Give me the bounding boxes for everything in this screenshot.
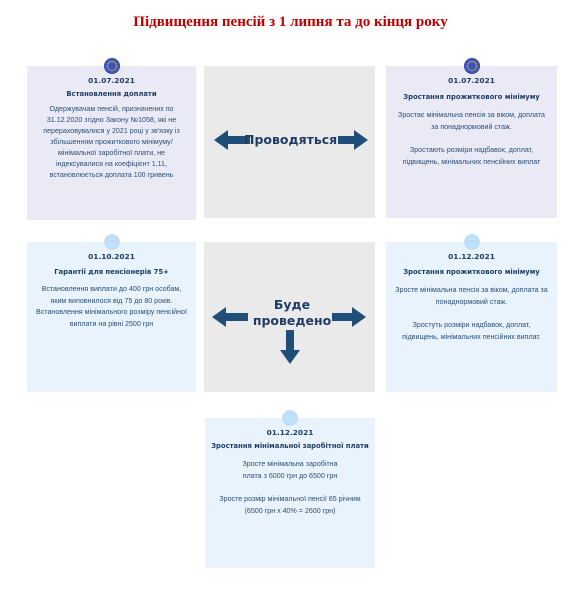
card-text-2: Зростають розміри надбавок, доплат, підвищень, мінімальних пенсійних виплат [402, 146, 541, 166]
status-label-line-1: Буде [273, 297, 311, 312]
status-panel-ongoing [204, 66, 375, 218]
card-heading: Зростання мінімальної заробітної плати [211, 442, 369, 450]
page-title: Підвищення пенсій з 1 липня та до кінця року [133, 14, 448, 30]
card-text-1: Зросте мінімальна пенсія за віком, доплата за понаднормовий стаж. [395, 286, 548, 306]
card-heading: Зростання прожиткового мінімуму [403, 268, 540, 276]
arrow-down-icon [280, 330, 300, 364]
card-date: 01.12.2021 [266, 428, 314, 437]
card-heading: Гарантії для пенсіонерів 75+ [54, 268, 169, 276]
card-text: Встановлення виплати до 400 грн особам, яким виповнилося від 75 до 80 років. Встановлення мінімального розміру пенсійної виплати на рівні 2500 грн [36, 285, 187, 328]
status-label-planned [252, 297, 332, 329]
card-text-1: Зростає мінімальна пенсія за віком, доплата за понаднормовий стаж. [398, 111, 545, 131]
status-label-ongoing: Проводяться [244, 132, 338, 147]
card-heading: Зростання прожиткового мінімуму [403, 93, 540, 101]
status-panel-planned [204, 242, 375, 392]
card-text-2: Зростуть розміри надбавок, доплат, підвищень, мінімальних пенсійних виплат. [402, 321, 541, 341]
card-heading: Встановлення доплати [66, 90, 157, 98]
dot-icon [464, 234, 480, 250]
card-date: 01.10.2021 [88, 252, 135, 261]
card-date: 01.07.2021 [448, 76, 495, 85]
eu-stars-icon [104, 58, 120, 74]
status-label-line-2: проведено [252, 313, 332, 328]
card-date: 01.07.2021 [88, 76, 135, 85]
arrow-left-icon [212, 307, 248, 327]
card-subsistence-07-2021 [386, 66, 557, 218]
dot-icon [282, 410, 298, 426]
dot-icon [104, 234, 120, 250]
card-date: 01.12.2021 [448, 252, 495, 261]
card-text-2: Зросте розмір мінімальної пенсії 65 річним (6500 грн х 40% = 2600 грн) [219, 495, 361, 515]
arrow-right-icon [332, 307, 366, 327]
card-min-wage-12-2021 [205, 418, 375, 568]
card-supplement-07-2021 [27, 66, 196, 220]
card-guarantees-10-2021 [27, 242, 196, 392]
eu-stars-icon [464, 58, 480, 74]
card-subsistence-12-2021 [386, 242, 557, 392]
card-text: Одержувачам пенсій, призначених по 31.12.2020 згідно Закону №1058, які не перераховувалися у 2021 році у зв'язку із збільшенням прожиткового мінімуму/мінімальної заробітної плати, не індексувалися на коефіцієнт 1,11, встановлюється доплата 100 гривень [43, 105, 180, 179]
card-text-1: Зросте мінімальна заробітна плата з 6000 грн до 6500 грн [242, 460, 338, 480]
arrow-right-icon [338, 130, 368, 150]
